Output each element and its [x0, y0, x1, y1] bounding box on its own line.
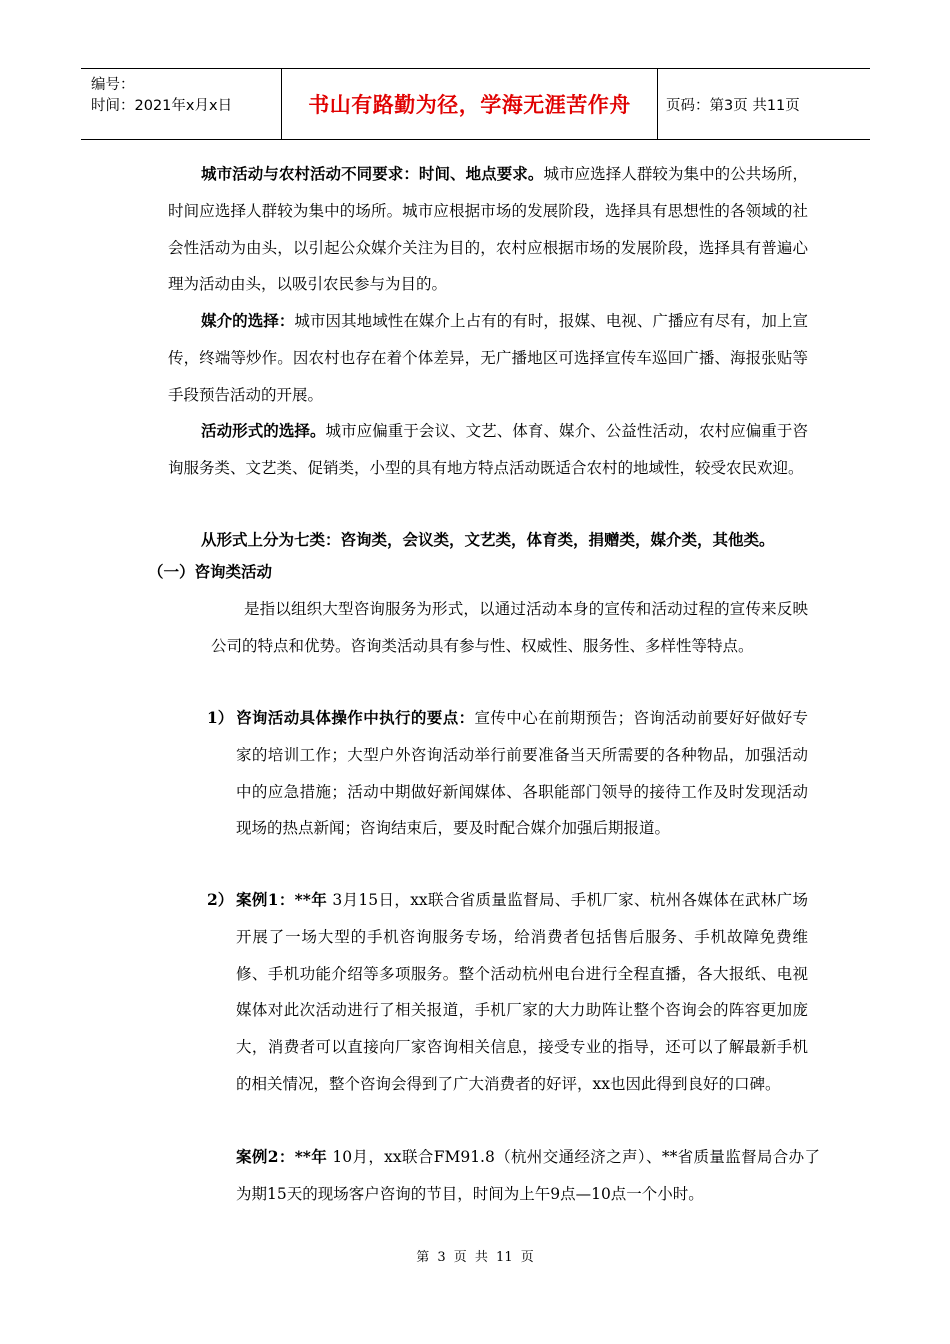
seven-categories-line: 从形式上分为七类：咨询类，会议类，文艺类，体育类，捐赠类，媒介类，其他类。	[201, 530, 775, 549]
paragraph-activity-form	[168, 413, 808, 487]
header-page-cell	[658, 69, 870, 139]
motto: 书山有路勤为径，学海无涯苦作舟	[308, 93, 631, 117]
page-label: 页码：第3页 共11页	[666, 97, 800, 114]
item-heading: 案例1：**年	[236, 890, 328, 909]
section-heading-consulting: （一）咨询类活动	[148, 562, 273, 581]
number-label: 编号：	[91, 77, 135, 93]
item-number: 2）	[207, 890, 234, 909]
paragraph-heading: 活动形式的选择。	[201, 421, 326, 440]
paragraph-text: 城市应选择人群较为集中的公共场所，时间应选择人群较为集中的场所。城市应根据市场的发展阶段，选择具有思想性的各领域的社会性活动为由头，以引起公众媒介关注为目的，农村应根据市场的发展阶段，选择具有普遍心理为活动由头，以吸引农民参与为目的。	[168, 165, 808, 294]
paragraph-text: 城市应偏重于会议、文艺、体育、媒介、公益性活动，农村应偏重于咨询服务类、文艺类、促销类，小型的具有地方特点活动既适合农村的地域性，较受农民欢迎。	[168, 422, 808, 477]
paragraph-consulting-definition: 是指以组织大型咨询服务为形式，以通过活动本身的宣传和活动过程的宣传来反映公司的特点和优势。咨询类活动具有参与性、权威性、服务性、多样性等特点。	[211, 600, 808, 655]
paragraph-case-2	[236, 1139, 820, 1213]
paragraph-heading: 媒介的选择：	[201, 311, 295, 330]
case-heading: 案例2：**年	[236, 1147, 328, 1166]
list-item-case-1	[236, 882, 808, 1103]
case-text: 10月，xx联合FM91.8（杭州交通经济之声）、**省质量监督局合办了为期15天的现场客户咨询的节目，时间为上午9点—10点一个小时。	[236, 1148, 820, 1203]
header-motto-cell	[282, 69, 658, 139]
paragraph-media-choice	[168, 303, 808, 413]
paragraph-urban-rural	[168, 156, 808, 303]
paragraph-heading: 城市活动与农村活动不同要求：时间、地点要求。	[201, 164, 544, 183]
time-label: 时间：2021年x月x日	[91, 98, 233, 114]
page-footer: 第 3 页 共 11 页	[416, 1250, 534, 1265]
item-text: 宣传中心在前期预告；咨询活动前要好好做好专家的培训工作；大型户外咨询活动举行前要准备当天所需要的各种物品，加强活动中的应急措施；活动中期做好新闻媒体、各职能部门领导的接待工作及时发现活动现场的热点新闻；咨询结束后，要及时配合媒介加强后期报道。	[236, 709, 808, 838]
item-number: 1）	[207, 708, 234, 727]
paragraph-text: 城市因其地域性在媒介上占有的有时，报媒、电视、广播应有尽有，加上宣传，终端等炒作。因农村也存在着个体差异，无广播地区可选择宣传车巡回广播、海报张贴等手段预告活动的开展。	[168, 312, 808, 404]
list-item-key-points	[236, 700, 808, 847]
page-header	[81, 68, 870, 140]
item-heading: 咨询活动具体操作中执行的要点：	[236, 708, 475, 727]
item-text: 3月15日，xx联合省质量监督局、手机厂家、杭州各媒体在武林广场开展了一场大型的手机咨询服务专场，给消费者包括售后服务、手机故障免费维修、手机功能介绍等多项服务。整个活动杭州电台进行全程直播，各大报纸、电视媒体对此次活动进行了相关报道，手机厂家的大力助阵让整个咨询会的阵容更加庞大，消费者可以直接向厂家咨询相关信息，接受专业的指导，还可以了解最新手机的相关情况，整个咨询会得到了广大消费者的好评，xx也因此得到良好的口碑。	[236, 891, 809, 1093]
header-meta	[81, 69, 282, 139]
